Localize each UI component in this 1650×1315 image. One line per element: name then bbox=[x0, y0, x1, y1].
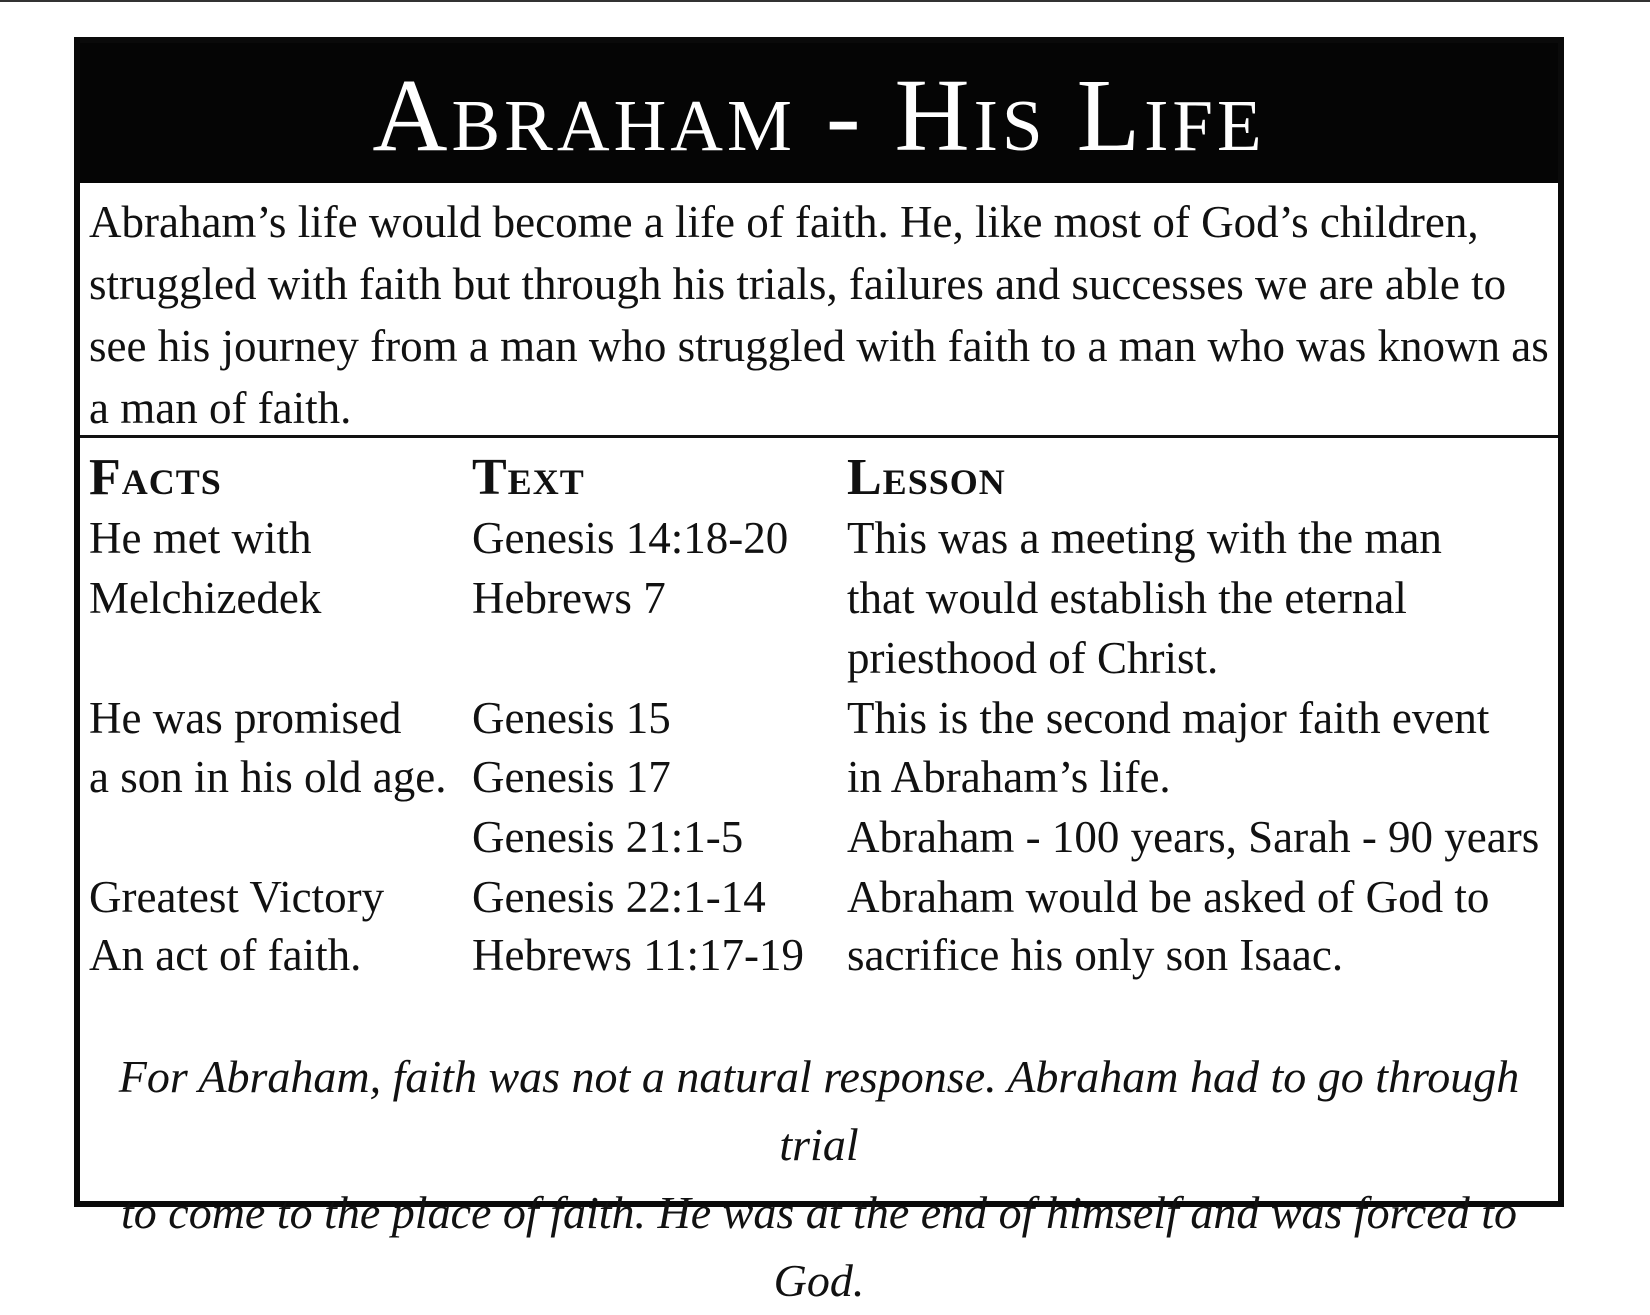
text-cell: Hebrews 11:17-19 bbox=[472, 930, 805, 980]
intro-paragraph: Abraham’s life would become a life of faith. He, like most of God’s children, struggled with faith but through his trials, failures and successes we are able to see his journey from a man who struggled with faith to a man who was known as a man of faith. bbox=[89, 197, 1549, 433]
lesson-cell: in Abraham’s life. bbox=[847, 752, 1171, 802]
lesson-cell: Abraham would be asked of God to bbox=[847, 872, 1490, 922]
closing-line-2: to come to the place of faith. He was at the end of himself and was forced to God. bbox=[121, 1187, 1517, 1306]
text-cell: Genesis 14:18-20 bbox=[472, 513, 789, 563]
lesson-cell: Abraham - 100 years, Sarah - 90 years bbox=[847, 812, 1540, 862]
closing-line-1: For Abraham, faith was not a natural response. Abraham had to go through trial bbox=[118, 1051, 1520, 1170]
lesson-cell: sacrifice his only son Isaac. bbox=[847, 930, 1344, 980]
fact-cell: Greatest Victory bbox=[89, 872, 385, 922]
text-cell: Hebrews 7 bbox=[472, 573, 666, 623]
header-text: Text bbox=[472, 449, 585, 506]
fact-cell: a son in his old age. bbox=[89, 752, 447, 802]
header-lesson: Lesson bbox=[847, 449, 1006, 506]
page-top-rule bbox=[0, 0, 1650, 2]
lesson-cell: that would establish the eternal bbox=[847, 573, 1407, 623]
fact-cell: Melchizedek bbox=[89, 573, 322, 623]
text-cell: Genesis 15 bbox=[472, 693, 671, 743]
text-cell: Genesis 22:1-14 bbox=[472, 872, 766, 922]
text-cell: Genesis 17 bbox=[472, 752, 671, 802]
title-bar bbox=[80, 43, 1558, 183]
fact-cell: He was promised bbox=[89, 693, 402, 743]
fact-cell: He met with bbox=[89, 513, 312, 563]
lesson-cell: priesthood of Christ. bbox=[847, 633, 1219, 683]
page-title: Abraham - His Life bbox=[372, 58, 1266, 173]
closing-statement bbox=[80, 1043, 1558, 1315]
fact-cell: An act of faith. bbox=[89, 930, 362, 980]
abraham-card bbox=[74, 37, 1564, 1306]
lesson-cell: This is the second major faith event bbox=[847, 693, 1490, 743]
section-divider bbox=[80, 435, 1558, 438]
text-cell: Genesis 21:1-5 bbox=[472, 812, 744, 862]
header-facts: Facts bbox=[89, 449, 222, 506]
lesson-cell: This was a meeting with the man bbox=[847, 513, 1442, 563]
